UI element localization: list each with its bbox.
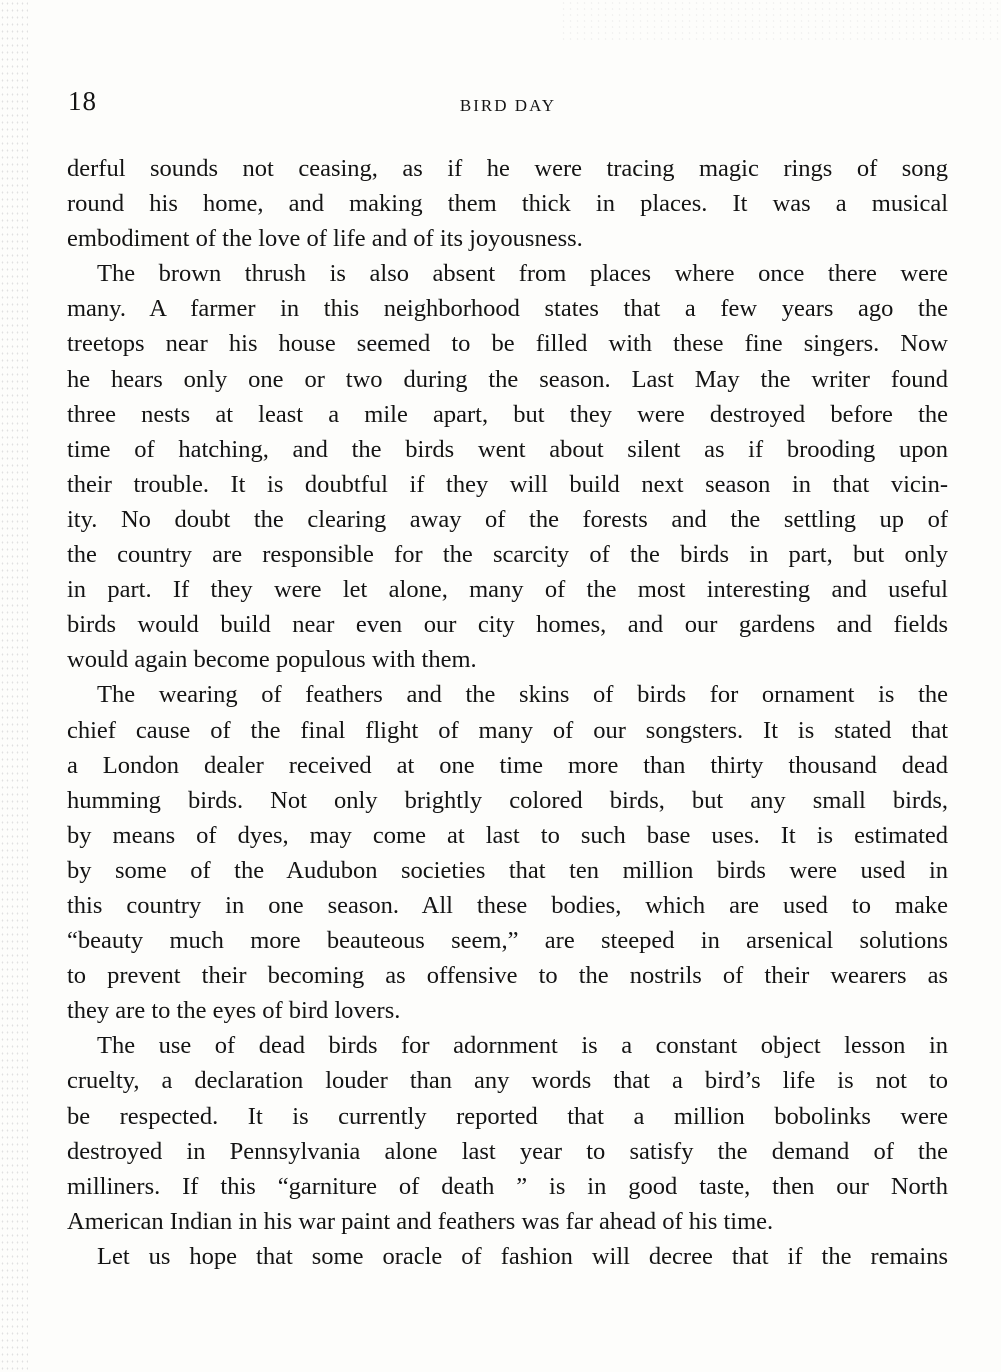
text-line: the country are responsible for the scarcity of the birds in part, but only — [67, 541, 948, 569]
text-line: time of hatching, and the birds went about silent as if brooding upon — [67, 435, 948, 463]
text-line: three nests at least a mile apart, but they were destroyed before the — [67, 400, 948, 428]
text-line: cruelty, a declaration louder than any words that a bird’s life is not to — [67, 1067, 948, 1095]
page-header — [68, 86, 948, 126]
text-line: milliners. If this “garniture of death ” is in good taste, then our North — [67, 1172, 948, 1200]
text-line: their trouble. It is doubtful if they will build next season in that vicin- — [67, 470, 948, 498]
text-line: round his home, and making them thick in places. It was a musical — [67, 190, 948, 218]
running-head: BIRD DAY — [459, 96, 557, 115]
text-line: embodiment of the love of life and of its joyousness. — [67, 225, 583, 253]
text-line: humming birds. Not only brightly colored birds, but any small birds, — [67, 786, 948, 814]
text-line: ity. No doubt the clearing away of the forests and the settling up of — [67, 505, 948, 533]
text-line: to prevent their becoming as offensive to the nostrils of their wearers as — [67, 962, 948, 990]
body-text — [67, 151, 948, 1274]
text-line: Let us hope that some oracle of fashion will decree that if the remains — [97, 1242, 948, 1270]
scan-noise-top — [560, 0, 1001, 40]
text-line: The use of dead birds for adornment is a constant object lesson in — [97, 1032, 948, 1060]
text-line: “beauty much more beauteous seem,” are steeped in arsenical solutions — [67, 927, 948, 955]
text-line: in part. If they were let alone, many of the most interesting and useful — [67, 576, 948, 604]
text-line: by means of dyes, may come at last to such base uses. It is estimated — [67, 821, 948, 849]
text-line: American Indian in his war paint and feathers was far ahead of his time. — [67, 1207, 774, 1235]
text-line: The brown thrush is also absent from places where once there were — [97, 260, 948, 288]
scan-noise-left — [0, 0, 28, 1372]
text-line: many. A farmer in this neighborhood states that a few years ago the — [67, 295, 948, 323]
text-line: derful sounds not ceasing, as if he were tracing magic rings of song — [67, 155, 948, 182]
text-line: destroyed in Pennsylvania alone last year to satisfy the demand of the — [67, 1137, 948, 1165]
text-line: treetops near his house seemed to be filled with these fine singers. Now — [67, 330, 948, 358]
text-line: would again become populous with them. — [67, 646, 477, 674]
text-line: birds would build near even our city homes, and our gardens and fields — [67, 611, 948, 639]
text-line: a London dealer received at one time more than thirty thousand dead — [67, 751, 948, 779]
text-line: this country in one season. All these bodies, which are used to make — [67, 891, 948, 919]
text-line: he hears only one or two during the season. Last May the writer found — [67, 365, 948, 393]
page-number: 18 — [68, 86, 97, 116]
text-line: by some of the Audubon societies that ten million birds were used in — [67, 856, 948, 884]
text-line: chief cause of the final flight of many of our songsters. It is stated that — [67, 716, 948, 744]
text-line: be respected. It is currently reported that a million bobolinks were — [67, 1102, 948, 1130]
text-line: The wearing of feathers and the skins of birds for ornament is the — [97, 681, 948, 709]
text-line: they are to the eyes of bird lovers. — [67, 997, 401, 1025]
